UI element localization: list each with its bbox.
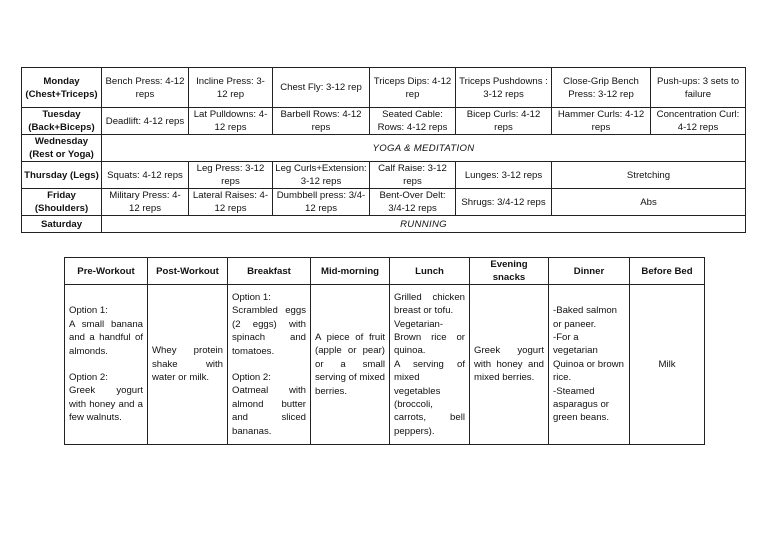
exercise-cell: Military Press: 4-12 reps — [102, 189, 189, 216]
mid-morning-cell: A piece of fruit (apple or pear) or a small serving of mixed berries. — [311, 285, 390, 445]
exercise-cell: Leg Press: 3-12 reps — [189, 162, 273, 189]
before-bed-cell: Milk — [630, 285, 705, 445]
merged-activity-cell: Stretching — [552, 162, 746, 189]
exercise-cell: Leg Curls+Extension: 3-12 reps — [273, 162, 370, 189]
column-header: Breakfast — [228, 258, 311, 285]
exercise-cell: Deadlift: 4-12 reps — [102, 108, 189, 135]
exercise-cell: Lat Pulldowns: 4-12 reps — [189, 108, 273, 135]
exercise-cell: Triceps Dips: 4-12 rep — [370, 68, 456, 108]
meal-header-row — [65, 258, 705, 285]
column-header: Before Bed — [630, 258, 705, 285]
exercise-cell: Bent-Over Delt: 3/4-12 reps — [370, 189, 456, 216]
option-label: Option 1: — [69, 305, 108, 317]
day-label: Friday (Shoulders) — [22, 189, 102, 216]
workout-row-friday — [22, 189, 746, 216]
exercise-cell: Lunges: 3-12 reps — [456, 162, 552, 189]
exercise-cell: Shrugs: 3/4-12 reps — [456, 189, 552, 216]
option-label: Option 1: — [232, 291, 271, 303]
column-header: Mid-morning — [311, 258, 390, 285]
exercise-cell: Push-ups: 3 sets to failure — [651, 68, 746, 108]
workout-row-monday — [22, 68, 746, 108]
activity-span-cell: YOGA & MEDITATION — [102, 135, 746, 162]
workout-row-thursday — [22, 162, 746, 189]
lunch-line: A serving of mixed vegetables (broccoli, carrots, bell peppers). — [394, 358, 465, 437]
column-header: Post-Workout — [148, 258, 228, 285]
exercise-cell: Barbell Rows: 4-12 reps — [273, 108, 370, 135]
column-header: Evening snacks — [470, 258, 549, 285]
day-label: Thursday (Legs) — [22, 162, 102, 189]
exercise-cell: Calf Raise: 3-12 reps — [370, 162, 456, 189]
day-label: Monday (Chest+Triceps) — [22, 68, 102, 108]
activity-span-cell: RUNNING — [102, 216, 746, 233]
exercise-cell: Seated Cable: Rows: 4-12 reps — [370, 108, 456, 135]
workout-row-saturday — [22, 216, 746, 233]
option-text: Greek yogurt with honey and a few walnuts. — [69, 385, 143, 424]
dinner-line: -Baked salmon or paneer. — [553, 305, 617, 330]
day-label: Tuesday (Back+Biceps) — [22, 108, 102, 135]
exercise-cell: Incline Press: 3-12 rep — [189, 68, 273, 108]
exercise-cell: Squats: 4-12 reps — [102, 162, 189, 189]
breakfast-cell — [228, 285, 311, 445]
exercise-cell: Bench Press: 4-12 reps — [102, 68, 189, 108]
exercise-cell: Bicep Curls: 4-12 reps — [456, 108, 552, 135]
lunch-cell — [390, 285, 470, 445]
option-text: A small banana and a handful of almonds. — [69, 318, 143, 357]
merged-activity-cell: Abs — [552, 189, 746, 216]
column-header: Pre-Workout — [65, 258, 148, 285]
lunch-line: Grilled chicken breast or tofu. — [394, 291, 465, 317]
post-workout-cell: Whey protein shake with water or milk. — [148, 285, 228, 445]
option-text: Scrambled eggs (2 eggs) with spinach and tomatoes. — [232, 305, 306, 357]
workout-schedule-table — [21, 67, 746, 233]
workout-row-tuesday — [22, 108, 746, 135]
lunch-line: Vegetarian-Brown rice or quinoa. — [394, 318, 465, 357]
option-text: Oatmeal with almond butter and sliced bananas. — [232, 385, 306, 437]
dinner-line: -Steamed asparagus or green beans. — [553, 385, 610, 424]
column-header: Dinner — [549, 258, 630, 285]
dinner-cell — [549, 285, 630, 445]
pre-workout-cell — [65, 285, 148, 445]
dinner-line: -For a vegetarian Quinoa or brown rice. — [553, 331, 624, 384]
exercise-cell: Triceps Pushdowns : 3-12 reps — [456, 68, 552, 108]
option-label: Option 2: — [69, 372, 108, 383]
option-label: Option 2: — [232, 372, 271, 383]
workout-row-wednesday — [22, 135, 746, 162]
meal-content-row — [65, 285, 705, 445]
exercise-cell: Concentration Curl: 4-12 reps — [651, 108, 746, 135]
day-label: Wednesday (Rest or Yoga) — [22, 135, 102, 162]
evening-snacks-cell: Greek yogurt with honey and mixed berries. — [470, 285, 549, 445]
exercise-cell: Dumbbell press: 3/4-12 reps — [273, 189, 370, 216]
exercise-cell: Lateral Raises: 4-12 reps — [189, 189, 273, 216]
exercise-cell: Chest Fly: 3-12 rep — [273, 68, 370, 108]
day-label: Saturday — [22, 216, 102, 233]
column-header: Lunch — [390, 258, 470, 285]
exercise-cell: Hammer Curls: 4-12 reps — [552, 108, 651, 135]
meal-plan-table — [64, 257, 705, 445]
exercise-cell: Close-Grip Bench Press: 3-12 rep — [552, 68, 651, 108]
